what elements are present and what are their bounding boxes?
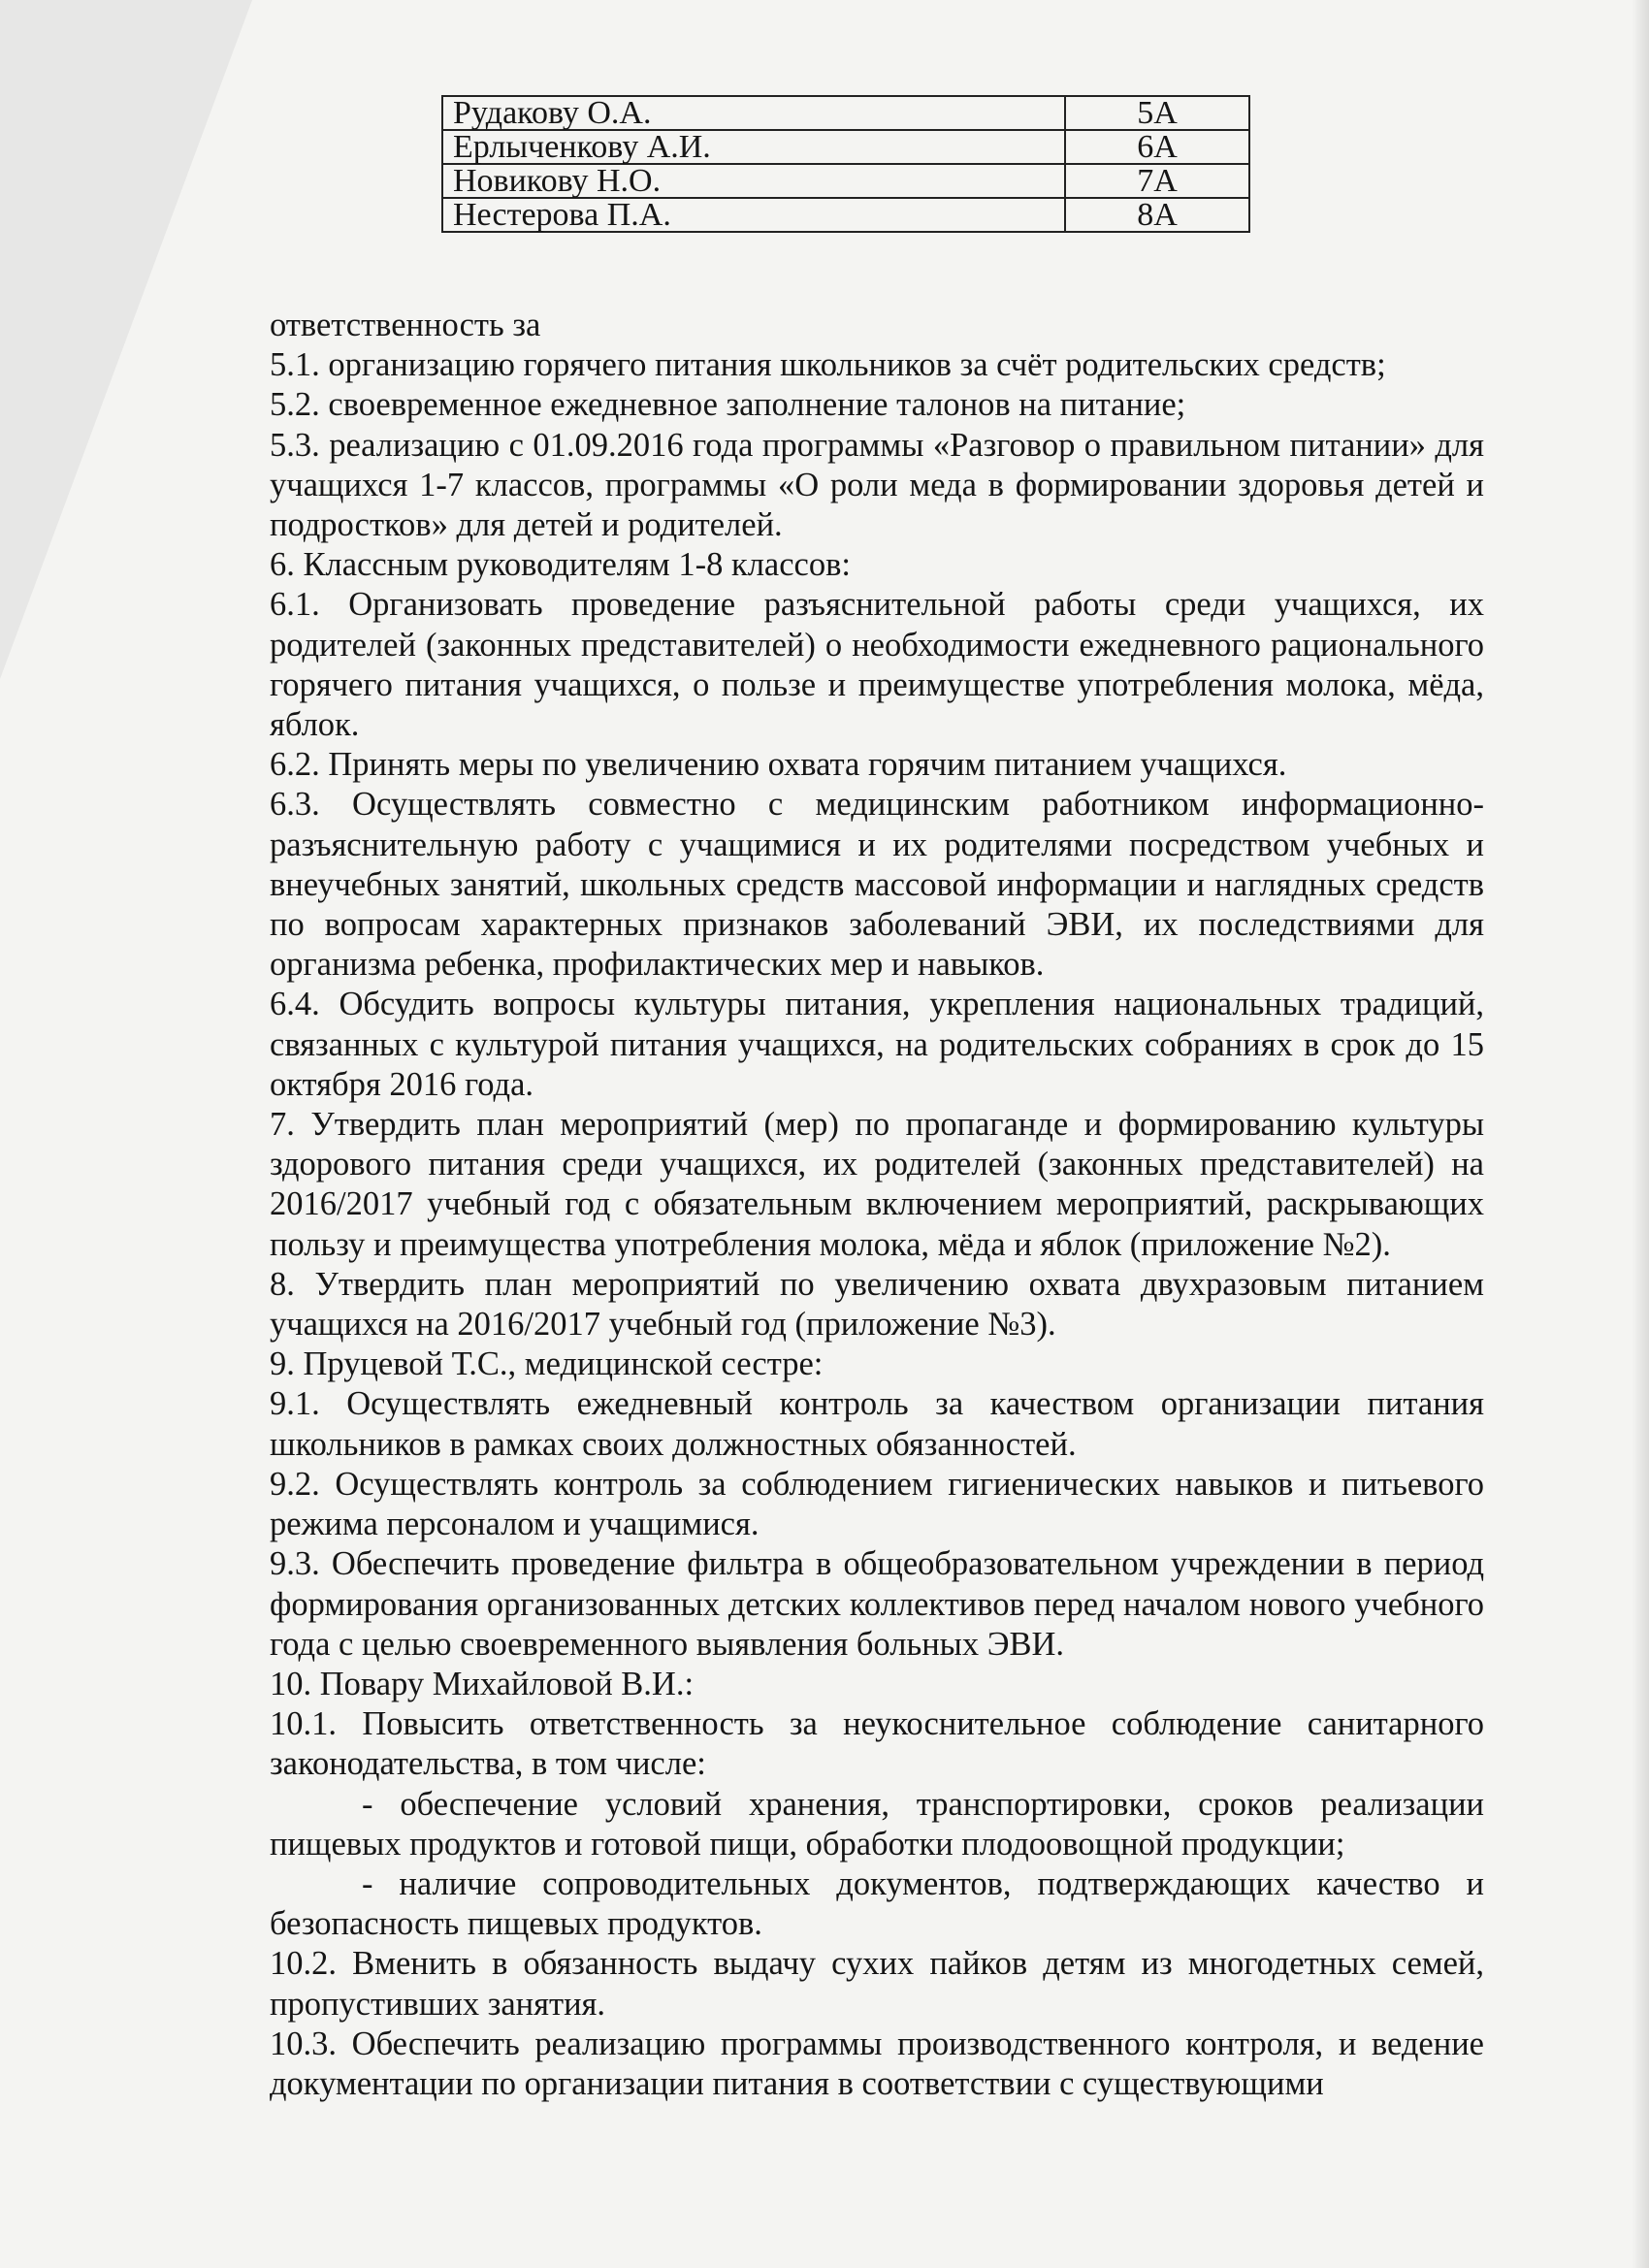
person-name-cell: Новикову Н.О.	[442, 164, 1065, 198]
paragraph: 6.2. Принять меры по увеличению охвата горячим питанием учащихся.	[270, 746, 1287, 784]
person-name-cell: Нестерова П.А.	[442, 198, 1065, 232]
table-row	[442, 164, 1249, 198]
paragraph: 5.2. своевременное ежедневное заполнение талонов на питание;	[270, 386, 1186, 424]
class-cell: 8А	[1065, 198, 1249, 232]
paragraph: 10.1. Повысить ответственность за неукоснительное соблюдение санитарного законодательства, в том числе:	[270, 1705, 1484, 1783]
paragraph: 10.2. Вменить в обязанность выдачу сухих пайков детям из многодетных семей, пропустивших занятия.	[270, 1945, 1484, 2023]
scan-edge-shadow	[1632, 0, 1649, 2268]
paragraph: ответственность за	[270, 307, 541, 343]
paragraph: 7. Утвердить план мероприятий (мер) по пропаганде и формированию культуры здорового питания среди учащихся, их родителей (законных представителей) на 2016/2017 учебный год с обязательным включением мероприятий, раскрывающих пользу и преимущества употребления молока, мёда и яблок (приложение №2).	[270, 1106, 1484, 1263]
list-item: - наличие сопроводительных документов, подтверждающих качество и безопасность пищевых продуктов.	[270, 1864, 1484, 1943]
responsible-persons-table	[441, 95, 1250, 233]
section-heading: 9. Пруцевой Т.С., медицинской сестре:	[270, 1345, 824, 1383]
class-cell: 5А	[1065, 96, 1249, 130]
person-name-cell: Ерлыченкову А.И.	[442, 130, 1065, 164]
paragraph: 6.4. Обсудить вопросы культуры питания, укрепления национальных традиций, связанных с культурой питания учащихся, на родительских собраниях в срок до 15 октября 2016 года.	[270, 986, 1484, 1103]
paragraph: 10.3. Обеспечить реализацию программы производственного контроля, и ведение документации по организации питания в соответствии с существующими	[270, 2025, 1484, 2102]
order-body-text	[270, 306, 1484, 2104]
paragraph: 6.3. Осуществлять совместно с медицинским работником информационно-разъяснительную работу с учащимися и их родителями посредством учебных и внеучебных занятий, школьных средств массовой информации и наглядных средств по вопросам характерных признаков заболеваний ЭВИ, их последствиями для организма ребенка, профилактических мер и навыков.	[270, 786, 1484, 984]
table-row	[442, 130, 1249, 164]
table-row	[442, 198, 1249, 232]
table-row	[442, 96, 1249, 130]
paragraph: 6.1. Организовать проведение разъяснительной работы среди учащихся, их родителей (законных представителей) о необходимости ежедневного рационального горячего питания учащихся, о пользе и преимуществе употребления молока, мёда, яблок.	[270, 586, 1484, 744]
paragraph: 9.3. Обеспечить проведение фильтра в общеобразовательном учреждении в период формирования организованных детских коллективов перед началом нового учебного года с целью своевременного выявления больных ЭВИ.	[270, 1545, 1484, 1663]
section-heading: 10. Повару Михайловой В.И.:	[270, 1665, 695, 1702]
person-name-cell: Рудакову О.А.	[442, 96, 1065, 130]
section-heading: 6. Классным руководителям 1-8 классов:	[270, 546, 851, 584]
paragraph: 5.3. реализацию с 01.09.2016 года программы «Разговор о правильном питании» для учащихся 1-7 классов, программы «О роли меда в формировании здоровья детей и подростков» для детей и родителей.	[270, 426, 1484, 544]
scan-fold-corner	[0, 0, 252, 679]
class-cell: 6А	[1065, 130, 1249, 164]
paragraph: 8. Утвердить план мероприятий по увеличению охвата двухразовым питанием учащихся на 2016/2017 учебный год (приложение №3).	[270, 1265, 1484, 1344]
paragraph: 9.2. Осуществлять контроль за соблюдением гигиенических навыков и питьевого режима персоналом и учащимися.	[270, 1465, 1484, 1543]
paragraph: 5.1. организацию горячего питания школьников за счёт родительских средств;	[270, 346, 1386, 384]
list-item: - обеспечение условий хранения, транспортировки, сроков реализации пищевых продуктов и готовой пищи, обработки плодоовощной продукции;	[270, 1785, 1484, 1863]
class-cell: 7А	[1065, 164, 1249, 198]
paragraph: 9.1. Осуществлять ежедневный контроль за качеством организации питания школьников в рамках своих должностных обязанностей.	[270, 1385, 1484, 1463]
